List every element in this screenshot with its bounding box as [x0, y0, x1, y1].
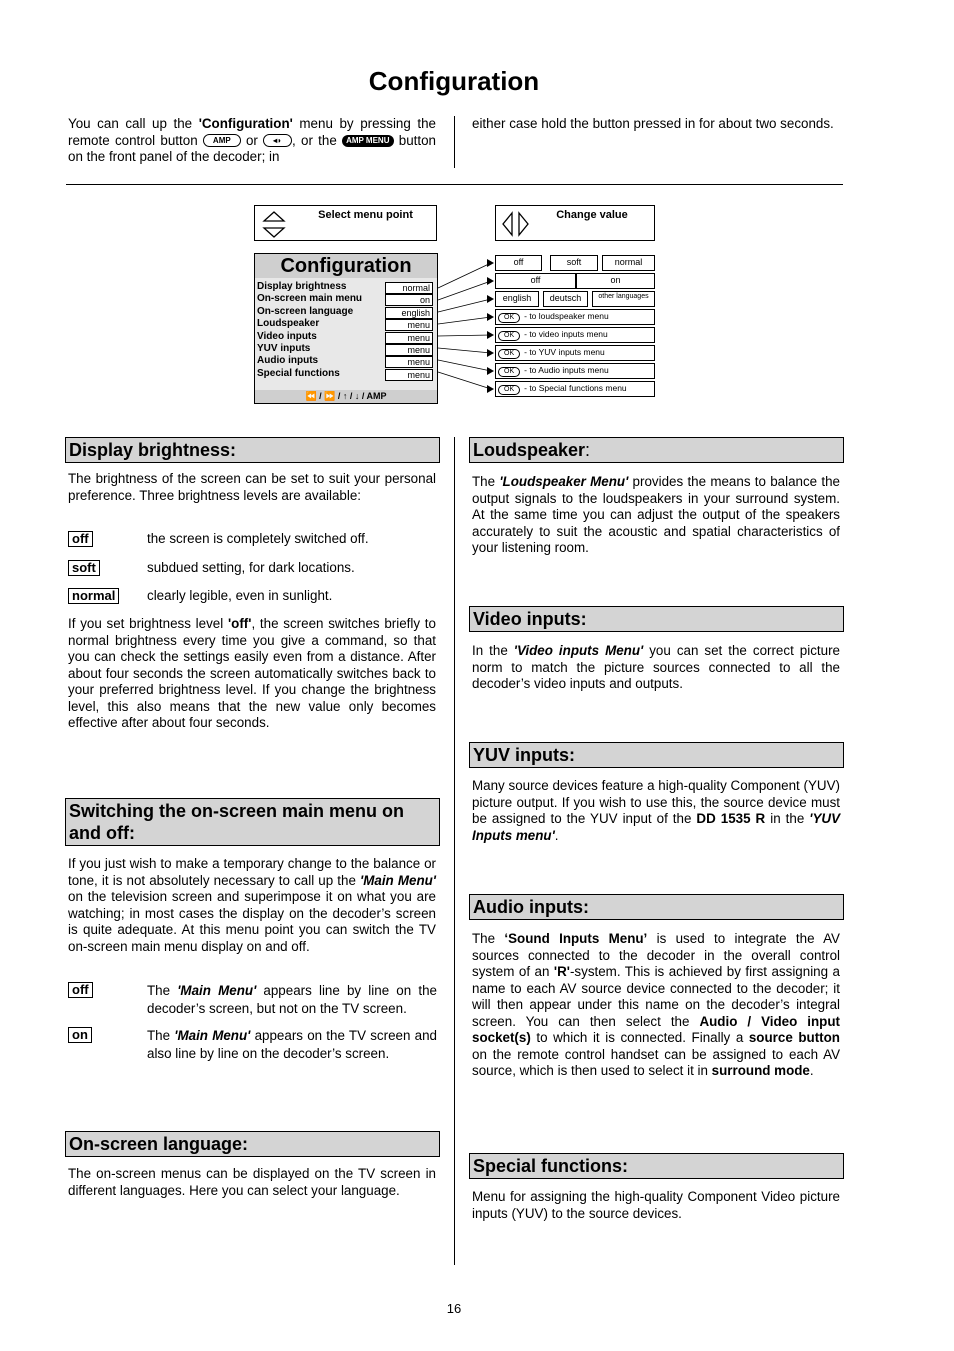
- page-title: Configuration: [368, 66, 540, 96]
- language-choice: other languages: [592, 291, 655, 307]
- submenu-link-label: - to Audio inputs menu: [524, 365, 609, 375]
- main-menu-option-text: [147, 982, 437, 1018]
- change-value-box: [495, 205, 655, 241]
- brightness-option-key: normal: [68, 588, 119, 604]
- special-functions-heading: Special functions:: [469, 1153, 844, 1179]
- submenu-link: [495, 363, 655, 379]
- main-menu-option-bold: 'Main Menu': [174, 1028, 251, 1043]
- left-right-triangle-icon: [499, 210, 533, 238]
- display-brightness-body: If you set brightness level 'off', the screen switches briefly to normal brightness every time you give a command, so that you can check the settings easily even from a distance. After about four seconds the screen automatically switches back to your preferred brightness level. If you change the brightness level, this also means that the new value only becomes effective after about four seconds.: [68, 616, 436, 730]
- brightness-option-key: soft: [68, 560, 100, 576]
- menu-row-label: Display brightness: [257, 281, 347, 292]
- main-menu-choice: on: [576, 273, 655, 289]
- arrow-right-icon: [487, 385, 494, 393]
- yuv-inputs-body: Many source devices feature a high-quality Component (YUV) picture output. If you wish to use this, the source device must be assigned to the YUV input of the DD 1535 R in the 'YUV Inputs menu'.: [472, 778, 840, 843]
- main-menu-option-bold: 'Main Menu': [177, 983, 257, 998]
- brightness-option-text: the screen is completely switched off.: [147, 531, 369, 546]
- language-choice: english: [495, 291, 539, 307]
- main-menu-option-post: appears line by line on the decoder’s screen, but not on the TV screen.: [147, 983, 437, 1016]
- audio-inputs-heading: Audio inputs:: [469, 894, 844, 920]
- amp-menu-button-icon: AMP MENU: [342, 135, 393, 147]
- menu-row-value: on: [385, 294, 433, 306]
- value-choices: [487, 255, 657, 400]
- menu-row-label: Audio inputs: [257, 355, 319, 367]
- language-choice: deutsch: [543, 291, 588, 307]
- menu-row-value: menu: [385, 332, 433, 344]
- menu-row-value: english: [385, 307, 433, 319]
- menu-row-value: menu: [385, 344, 433, 356]
- video-inputs-heading: Video inputs:: [469, 606, 844, 632]
- on-screen-language-body: The on-screen menus can be displayed on the TV screen in different languages. Here you can select your language.: [68, 1166, 436, 1198]
- change-value-label: Change value: [556, 209, 628, 221]
- arrow-right-icon: [487, 259, 494, 267]
- ok-button-icon: OK: [498, 349, 520, 359]
- brightness-option-text: clearly legible, even in sunlight.: [147, 588, 333, 603]
- arrow-right-icon: [487, 349, 494, 357]
- arrow-right-icon: [487, 277, 494, 285]
- main-menu-option-key: on: [68, 1027, 92, 1043]
- brightness-choice: normal: [602, 255, 655, 271]
- select-menu-point-box: [254, 205, 437, 241]
- menu-row-value: menu: [385, 356, 433, 368]
- video-inputs-body: In the 'Video inputs Menu' you can set the correct picture norm to match the picture sources connected to all the decoder’s video inputs and outputs.: [472, 643, 840, 691]
- menu-row-value: menu: [385, 369, 433, 381]
- menu-title: Configuration: [255, 254, 437, 278]
- menu-row-label: YUV inputs: [257, 343, 311, 354]
- arrow-right-icon: [487, 331, 494, 339]
- ok-button-icon: OK: [498, 385, 520, 395]
- amp-button-icon: AMP: [203, 134, 241, 147]
- column-divider: [454, 437, 455, 1265]
- main-menu-choice: off: [495, 273, 576, 289]
- menu-row-label: Special functions: [257, 367, 340, 379]
- main-menu-option-post: appears on the TV screen and also line by line on the decoder’s screen.: [147, 1028, 437, 1061]
- arrow-right-icon: [487, 313, 494, 321]
- submenu-link: [495, 327, 655, 343]
- arrow-right-icon: [487, 295, 494, 303]
- menu-row-label: Video inputs: [257, 330, 317, 342]
- special-functions-body: Menu for assigning the high-quality Component Video picture inputs (YUV) to the source devices.: [472, 1189, 840, 1221]
- menu-row-label: On-screen main menu: [257, 293, 363, 305]
- submenu-link-label: - to video inputs menu: [524, 329, 608, 339]
- menu-row-label: On-screen language: [257, 305, 354, 317]
- switching-main-menu-heading: Switching the on-screen main menu on and off:: [65, 798, 440, 846]
- up-down-triangle-icon: [261, 208, 289, 240]
- brightness-option-key: off: [68, 531, 93, 547]
- ok-button-icon: OK: [498, 331, 520, 341]
- display-brightness-heading: Display brightness:: [65, 437, 440, 463]
- submenu-link-label: - to loudspeaker menu: [524, 311, 609, 321]
- intro-right: either case hold the button pressed in for about two seconds.: [472, 116, 834, 131]
- brightness-choice: soft: [550, 255, 598, 271]
- configuration-menu-screen: [254, 253, 438, 404]
- speaker-button-icon: ◂◗: [263, 134, 292, 147]
- arrow-right-icon: [487, 367, 494, 375]
- menu-row-label: Loudspeaker: [257, 318, 320, 330]
- brightness-option-text: subdued setting, for dark locations.: [147, 560, 355, 575]
- main-menu-option-text: [147, 1027, 437, 1063]
- ok-button-icon: OK: [498, 313, 520, 323]
- main-menu-option-pre: The: [147, 1028, 175, 1043]
- ok-button-icon: OK: [498, 367, 520, 377]
- yuv-inputs-heading: YUV inputs:: [469, 742, 844, 768]
- main-menu-option-pre: The: [147, 983, 178, 998]
- select-menu-point-label: Select menu point: [318, 209, 413, 221]
- submenu-link: [495, 381, 655, 397]
- loudspeaker-body: The 'Loudspeaker Menu' provides the means to balance the output signals to the loudspeakers in your surround system. At the same time you can adjust the output of the speakers accurately to suit the acoustic and spatial characteristics of your listening room.: [472, 474, 840, 555]
- top-rule: [66, 184, 843, 185]
- submenu-link: [495, 309, 655, 325]
- audio-inputs-body: The ‘Sound Inputs Menu’ is used to integrate the AV sources connected to the decoder in the overall control system of an 'R'-system. This is achieved by first assigning a name to each AV source device connected to the decoder; it will then appear under this name on the decoder’s integral screen. You can then select the Audio / Video input socket(s) to which it is connected. Finally a source button on the remote control handset can be assigned to each AV source, which is then used to select it in surround mode.: [472, 931, 841, 1078]
- intro-divider: [454, 116, 455, 168]
- main-menu-option-key: off: [68, 982, 93, 998]
- display-brightness-intro: The brightness of the screen can be set to suit your personal preference. Three brightness levels are available:: [68, 471, 436, 503]
- intro-left: You can call up the 'Configuration' menu by pressing the remote control button AMP or ◂◗ , or the AMP MENU button on the front panel of the decoder; in: [68, 116, 437, 164]
- loudspeaker-heading: Loudspeaker:: [469, 437, 844, 463]
- switching-main-menu-body: If you just wish to make a temporary change to the balance or tone, it is not absolutely necessary to call up the 'Main Menu' on the television screen and superimpose it on what you are watching; in most cases the display on the decoder’s screen is quite adequate. At this menu point you can switch the TV on-screen main menu display on and off.: [68, 856, 436, 954]
- page-number: 16: [446, 1301, 462, 1316]
- submenu-link-label: - to Special functions menu: [524, 383, 627, 393]
- submenu-link-label: - to YUV inputs menu: [524, 347, 605, 357]
- brightness-choice: off: [495, 255, 542, 271]
- menu-row-value: menu: [385, 319, 433, 331]
- submenu-link: [495, 345, 655, 361]
- on-screen-language-heading: On-screen language:: [65, 1131, 440, 1157]
- menu-footer-nav: ⏪ / ⏩ / ↑ / ↓ / AMP: [255, 390, 437, 403]
- menu-row-value: normal: [385, 282, 433, 294]
